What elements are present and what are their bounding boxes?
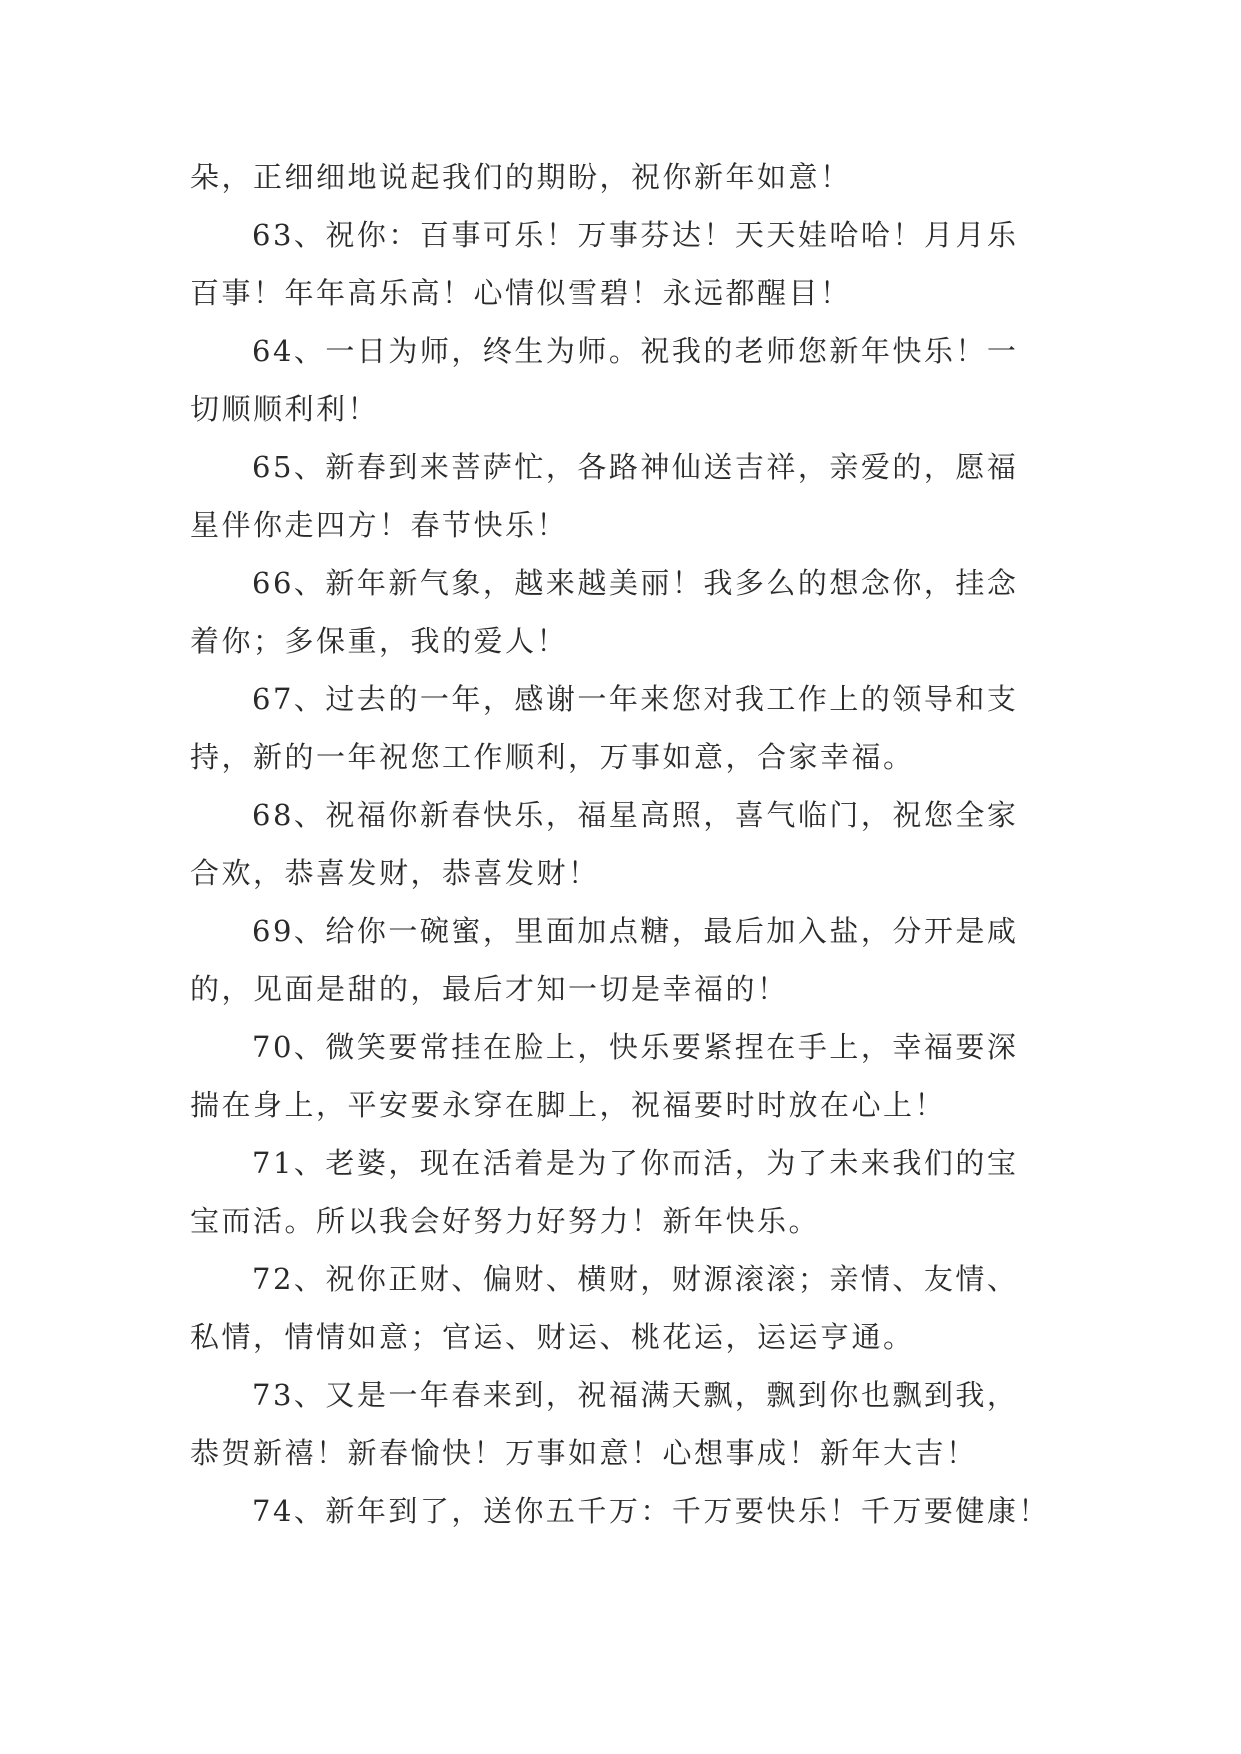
paragraph-72: 72、祝你正财、偏财、横财，财源滚滚；亲情、友情、 私情，情情如意；官运、财运、桃花运，运运亨通。 bbox=[190, 1262, 1019, 1354]
paragraph-73: 73、又是一年春来到，祝福满天飘，飘到你也飘到我， 恭贺新禧！新春愉快！万事如意！心想事成！新年大吉！ bbox=[190, 1378, 1019, 1470]
paragraph-69: 69、给你一碗蜜，里面加点糖，最后加入盐，分开是咸 的，见面是甜的，最后才知一切是幸福的！ bbox=[190, 914, 1019, 1006]
paragraph-63: 63、祝你：百事可乐！万事芬达！天天娃哈哈！月月乐 百事！年年高乐高！心情似雪碧！永远都醒目！ bbox=[190, 218, 1019, 310]
paragraph-65: 65、新春到来菩萨忙，各路神仙送吉祥，亲爱的，愿福 星伴你走四方！春节快乐！ bbox=[190, 450, 1019, 542]
document-body bbox=[190, 148, 1050, 1540]
paragraph-64: 64、一日为师，终生为师。祝我的老师您新年快乐！一 切顺顺利利！ bbox=[190, 334, 1019, 426]
paragraph-68: 68、祝福你新春快乐，福星高照，喜气临门，祝您全家 合欢，恭喜发财，恭喜发财！ bbox=[190, 798, 1019, 890]
paragraph-67: 67、过去的一年，感谢一年来您对我工作上的领导和支 持，新的一年祝您工作顺利，万事如意，合家幸福。 bbox=[190, 682, 1019, 774]
paragraph-66: 66、新年新气象，越来越美丽！我多么的想念你，挂念 着你；多保重，我的爱人！ bbox=[190, 566, 1019, 658]
paragraph-62-continuation: 朵，正细细地说起我们的期盼，祝你新年如意！ bbox=[190, 160, 852, 194]
paragraph-70: 70、微笑要常挂在脸上，快乐要紧捏在手上，幸福要深 揣在身上，平安要永穿在脚上，祝福要时时放在心上！ bbox=[190, 1030, 1019, 1122]
paragraph-71: 71、老婆，现在活着是为了你而活，为了未来我们的宝 宝而活。所以我会好努力好努力！新年快乐。 bbox=[190, 1146, 1019, 1238]
paragraph-74: 74、新年到了，送你五千万：千万要快乐！千万要健康！ bbox=[252, 1494, 1050, 1528]
